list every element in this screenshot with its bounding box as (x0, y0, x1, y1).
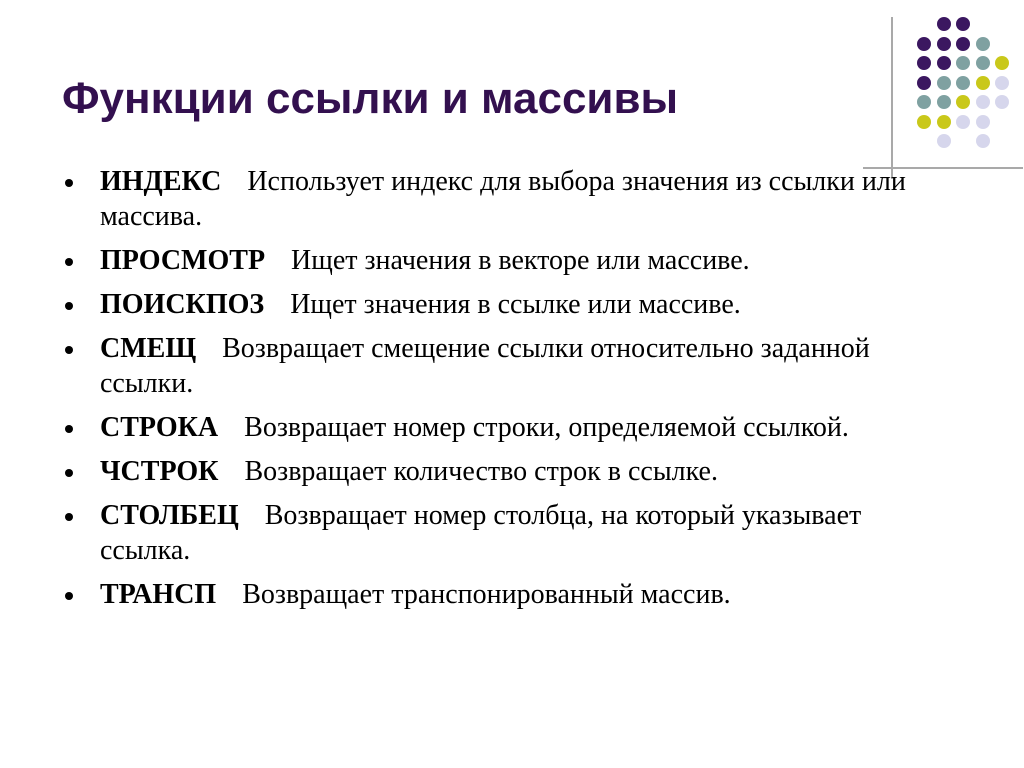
list-item (62, 454, 912, 489)
lavender-dot (937, 134, 951, 148)
bullet-list (62, 164, 912, 621)
list-item (62, 164, 912, 234)
purple-dot (956, 17, 970, 31)
purple-dot (937, 17, 951, 31)
bullet-icon (65, 513, 73, 521)
function-description: Возвращает количество строк в ссылке. (244, 456, 718, 487)
function-description: Возвращает номер столбца, на который указывает ссылка. (100, 500, 862, 566)
function-name: СМЕЩ (100, 333, 197, 364)
function-name: ПОИСКПОЗ (100, 289, 265, 320)
lavender-dot (976, 134, 990, 148)
yellow-dot (976, 76, 990, 90)
function-name: СТОЛБЕЦ (100, 500, 239, 531)
list-item (62, 577, 912, 612)
bullet-icon (65, 302, 73, 310)
function-name: ПРОСМОТР (100, 245, 266, 276)
lavender-dot (995, 76, 1009, 90)
function-name: ЧСТРОК (100, 456, 219, 487)
function-description: Ищет значения в ссылке или массиве. (290, 289, 741, 320)
teal-dot (976, 56, 990, 70)
list-item (62, 243, 912, 278)
lavender-dot (976, 115, 990, 129)
purple-dot (956, 37, 970, 51)
function-description: Возвращает транспонированный массив. (242, 579, 731, 610)
purple-dot (937, 56, 951, 70)
yellow-dot (995, 56, 1009, 70)
function-description: Использует индекс для выбора значения из ссылки или массива. (100, 166, 906, 232)
slide-title: Функции ссылки и массивы (62, 74, 679, 123)
lavender-dot (956, 115, 970, 129)
lavender-dot (995, 95, 1009, 109)
teal-dot (956, 76, 970, 90)
yellow-dot (956, 95, 970, 109)
purple-dot (937, 37, 951, 51)
list-item (62, 410, 912, 445)
teal-dot (917, 95, 931, 109)
bullet-icon (65, 469, 73, 477)
function-name: ТРАНСП (100, 579, 217, 610)
lavender-dot (976, 95, 990, 109)
list-item (62, 331, 912, 401)
function-name: ИНДЕКС (100, 166, 222, 197)
list-item (62, 287, 912, 322)
bullet-icon (65, 592, 73, 600)
purple-dot (917, 37, 931, 51)
purple-dot (917, 56, 931, 70)
yellow-dot (937, 115, 951, 129)
bullet-icon (65, 346, 73, 354)
teal-dot (937, 76, 951, 90)
teal-dot (937, 95, 951, 109)
bullet-icon (65, 258, 73, 266)
yellow-dot (917, 115, 931, 129)
bullet-icon (65, 425, 73, 433)
function-description: Возвращает номер строки, определяемой ссылкой. (244, 412, 849, 443)
teal-dot (976, 37, 990, 51)
function-name: СТРОКА (100, 412, 219, 443)
purple-dot (917, 76, 931, 90)
teal-dot (956, 56, 970, 70)
list-item (62, 498, 912, 568)
function-description: Возвращает смещение ссылки относительно заданной ссылки. (100, 333, 870, 399)
bullet-icon (65, 179, 73, 187)
function-description: Ищет значения в векторе или массиве. (291, 245, 750, 276)
